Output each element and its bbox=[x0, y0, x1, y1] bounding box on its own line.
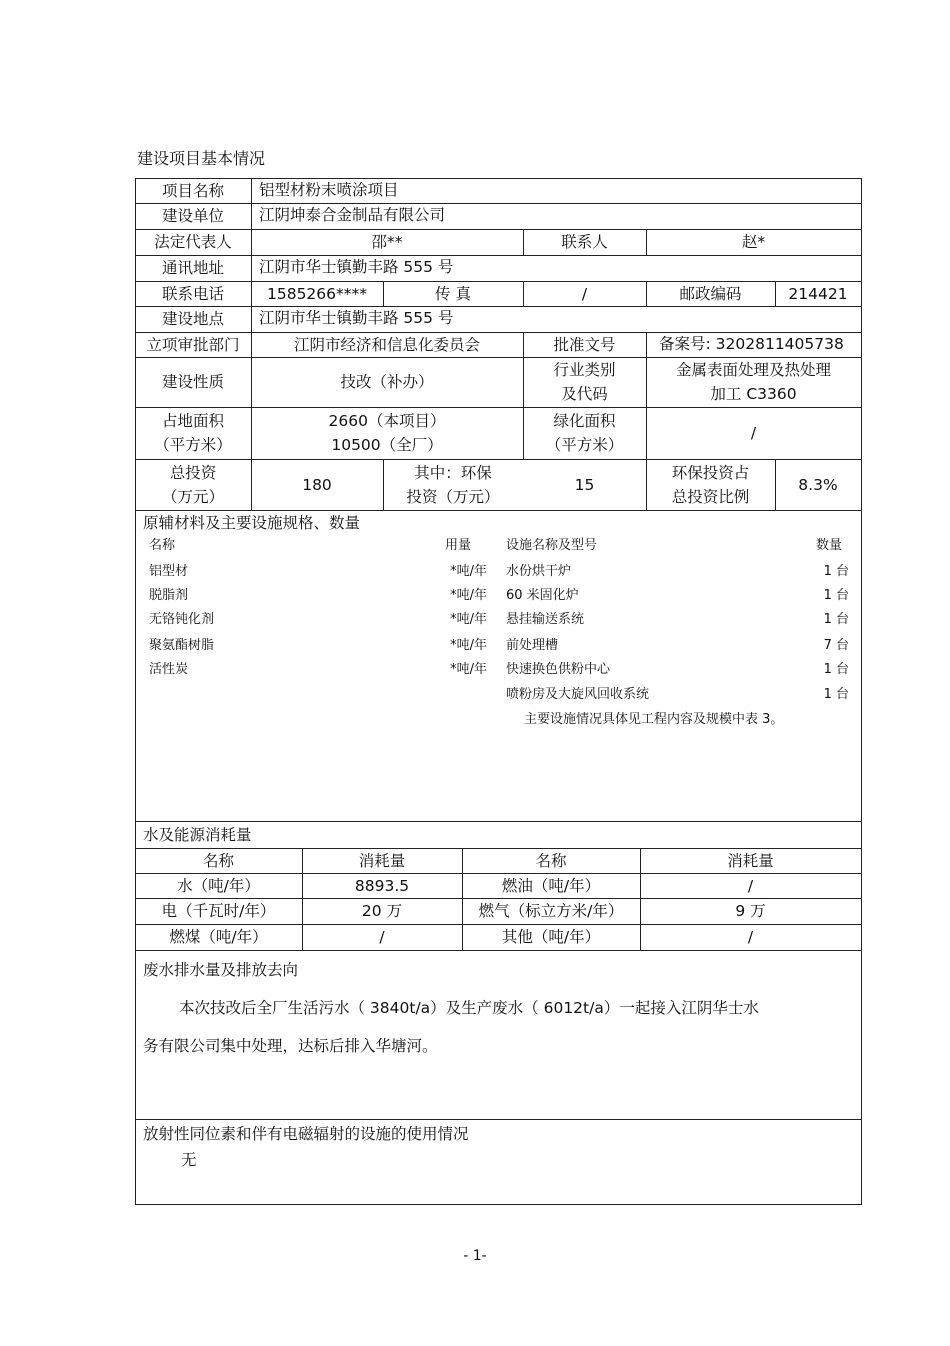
env-ratio-label-line1: 环保投资占 bbox=[671, 463, 750, 482]
approval-dept-value: 江阴市经济和信息化委员会 bbox=[293, 335, 480, 354]
energy-item-value: / bbox=[747, 876, 754, 895]
energy-item-name: 水（吨/年） bbox=[177, 876, 260, 895]
fax-label: 传 真 bbox=[435, 284, 471, 303]
radiation-content: 无 bbox=[181, 1151, 197, 1169]
env-ratio-value: 8.3% bbox=[798, 475, 838, 494]
energy-item-name: 其他（吨/年） bbox=[501, 928, 601, 946]
basic-info-table bbox=[135, 178, 862, 1205]
area-value bbox=[251, 407, 523, 459]
industry-label bbox=[523, 357, 646, 407]
site-value: 江阴市华士镇勤丰路 555 号 bbox=[259, 309, 454, 327]
facility-name: 前处理槽 bbox=[506, 638, 559, 653]
phone-label: 联系电话 bbox=[161, 284, 224, 303]
facility-name: 悬挂输送系统 bbox=[506, 612, 585, 627]
material-amount: *吨/年 bbox=[450, 588, 487, 603]
materials-note: 主要设施情况具体见工程内容及规模中表 3。 bbox=[524, 712, 784, 727]
energy-item-value: 20 万 bbox=[361, 902, 403, 920]
material-amount: *吨/年 bbox=[450, 612, 487, 627]
industry-label-line2: 及代码 bbox=[561, 385, 608, 403]
green-label-line1: 绿化面积 bbox=[553, 412, 616, 430]
invest-label-line2: （万元） bbox=[161, 487, 224, 506]
material-name: 无铬钝化剂 bbox=[149, 612, 215, 627]
wastewater-text-line1: 本次技改后全厂生活污水（ 3840t/a）及生产废水（ 6012t/a）一起接入江阴华士水 bbox=[179, 999, 759, 1017]
approval-doc-label: 批准文号 bbox=[553, 335, 616, 354]
postcode-label: 邮政编码 bbox=[679, 284, 742, 303]
facility-name: 60 米固化炉 bbox=[506, 588, 579, 603]
section-heading: 建设项目基本情况 bbox=[137, 149, 266, 168]
project-name-label: 项目名称 bbox=[161, 181, 224, 200]
unit-value: 江阴坤泰合金制品有限公司 bbox=[259, 206, 446, 224]
legal-rep-label: 法定代表人 bbox=[154, 233, 232, 251]
approval-dept-label: 立项审批部门 bbox=[146, 335, 240, 354]
material-name: 脱脂剂 bbox=[149, 588, 189, 603]
contact-value: 赵* bbox=[741, 233, 766, 251]
env-investment-label bbox=[383, 459, 523, 510]
phone-value: 1585266**** bbox=[266, 284, 368, 303]
energy-title: 水及能源消耗量 bbox=[143, 826, 252, 844]
facility-qty: 1 台 bbox=[823, 588, 849, 603]
material-amount: *吨/年 bbox=[450, 564, 487, 579]
facility-name: 水份烘干炉 bbox=[506, 564, 572, 579]
energy-item-value: / bbox=[379, 928, 385, 946]
facility-qty: 1 台 bbox=[823, 564, 849, 579]
env-ratio-label-line2: 总投资比例 bbox=[671, 487, 750, 506]
energy-item-name: 燃油（吨/年） bbox=[501, 876, 601, 895]
materials-col-name: 名称 bbox=[149, 538, 176, 553]
industry-label-line1: 行业类别 bbox=[553, 361, 616, 379]
green-area-value: / bbox=[750, 424, 757, 442]
material-name: 铝型材 bbox=[149, 564, 189, 579]
project-name-value: 铝型材粉末喷涂项目 bbox=[259, 181, 399, 199]
materials-title: 原辅材料及主要设施规格、数量 bbox=[143, 514, 361, 532]
fax-value: / bbox=[581, 284, 588, 303]
unit-label: 建设单位 bbox=[161, 207, 224, 225]
industry-value-line1: 金属表面处理及热处理 bbox=[675, 361, 831, 379]
material-amount: *吨/年 bbox=[450, 638, 487, 653]
approval-doc-value: 备案号: 3202811405738 bbox=[659, 335, 844, 353]
energy-item-name: 电（千瓦时/年） bbox=[161, 902, 276, 920]
facility-qty: 1 台 bbox=[823, 612, 849, 627]
material-name: 活性炭 bbox=[149, 662, 189, 677]
green-area-label bbox=[523, 407, 646, 459]
facility-qty: 1 台 bbox=[823, 687, 849, 702]
nature-label: 建设性质 bbox=[161, 373, 224, 391]
energy-header-name-2: 名称 bbox=[535, 851, 567, 870]
area-label-line1: 占地面积 bbox=[161, 412, 224, 430]
energy-item-value: 8893.5 bbox=[354, 876, 410, 895]
env-ratio-label bbox=[646, 459, 775, 510]
industry-value bbox=[646, 357, 861, 407]
nature-value: 技改（补办） bbox=[340, 373, 434, 391]
energy-item-name: 燃气（标立方米/年） bbox=[478, 902, 624, 920]
env-invest-label-line2: 投资（万元） bbox=[406, 487, 500, 506]
area-value-line1: 2660（本项目） bbox=[328, 412, 446, 430]
energy-header-amount: 消耗量 bbox=[358, 851, 406, 870]
energy-item-value: / bbox=[747, 928, 754, 946]
invest-label-line1: 总投资 bbox=[169, 463, 217, 482]
area-value-line2: 10500（全厂） bbox=[331, 436, 443, 454]
energy-item-name: 燃煤（吨/年） bbox=[169, 928, 268, 946]
env-invest-label-line1: 其中：环保 bbox=[414, 463, 492, 482]
radiation-title: 放射性同位素和伴有电磁辐射的设施的使用情况 bbox=[143, 1125, 469, 1143]
page-number: - 1- bbox=[463, 1248, 487, 1264]
materials-col-qty: 数量 bbox=[816, 538, 843, 553]
energy-item-value: 9 万 bbox=[735, 902, 766, 920]
env-investment-value: 15 bbox=[574, 475, 595, 494]
facility-name: 喷粉房及大旋风回收系统 bbox=[506, 687, 650, 702]
materials-col-amount: 用量 bbox=[445, 538, 472, 553]
facility-qty: 1 台 bbox=[823, 662, 849, 677]
area-label bbox=[135, 407, 251, 459]
contact-label: 联系人 bbox=[561, 233, 608, 251]
area-label-line2: （平方米） bbox=[154, 436, 232, 454]
facility-qty: 7 台 bbox=[823, 638, 849, 653]
legal-rep-value: 邵** bbox=[371, 233, 403, 251]
wastewater-text-line2: 务有限公司集中处理，达标后排入华塘河。 bbox=[143, 1037, 438, 1055]
investment-label bbox=[135, 459, 251, 510]
facility-name: 快速换色供粉中心 bbox=[506, 662, 611, 677]
industry-value-line2: 加工 C3360 bbox=[710, 385, 797, 403]
energy-header-amount-2: 消耗量 bbox=[727, 851, 774, 870]
address-label: 通讯地址 bbox=[161, 259, 224, 277]
material-amount: *吨/年 bbox=[450, 662, 487, 677]
investment-value: 180 bbox=[302, 475, 332, 494]
energy-header-name: 名称 bbox=[202, 851, 234, 870]
address-value: 江阴市华士镇勤丰路 555 号 bbox=[259, 258, 454, 276]
materials-col-facility: 设施名称及型号 bbox=[506, 538, 598, 553]
postcode-value: 214421 bbox=[788, 284, 848, 303]
material-name: 聚氨酯树脂 bbox=[149, 638, 215, 653]
wastewater-title: 废水排水量及排放去向 bbox=[143, 961, 299, 979]
site-label: 建设地点 bbox=[161, 310, 224, 328]
green-label-line2: （平方米） bbox=[545, 436, 624, 454]
